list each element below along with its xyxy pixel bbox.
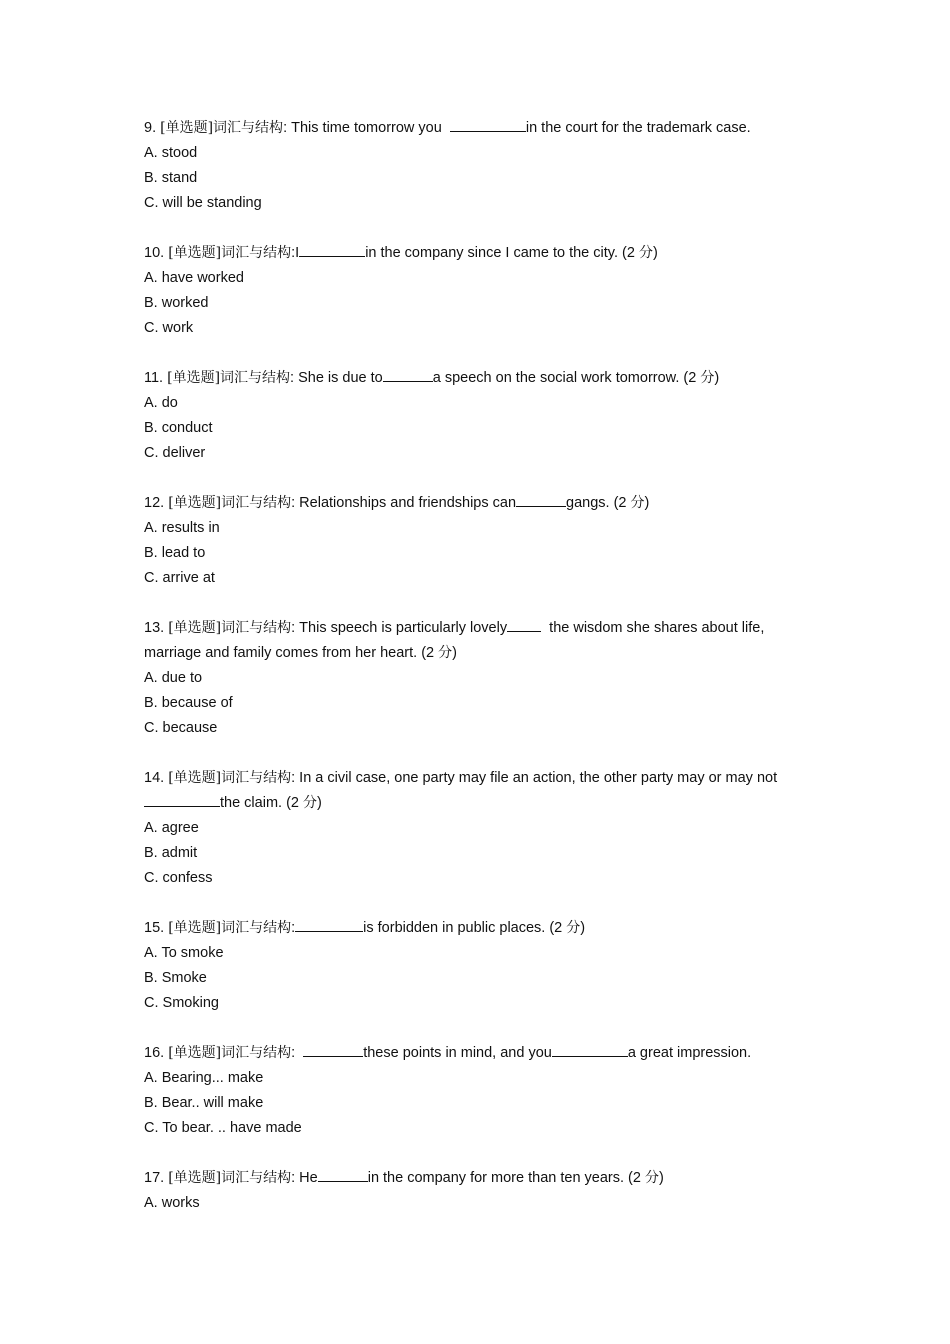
answer-option[interactable]: C. To bear. .. have made: [144, 1120, 302, 1136]
question-text: :: [291, 920, 296, 936]
question-text: : He: [291, 1170, 318, 1186]
question-item: [144, 916, 824, 1016]
points-unit: 分: [644, 1170, 659, 1186]
question-number: 14.: [144, 770, 169, 786]
question-text: ): [580, 920, 586, 936]
exam-question-list: [144, 116, 824, 1241]
question-text: these points in mind, and you: [363, 1045, 552, 1061]
question-text: : This speech is particularly lovely: [291, 620, 508, 636]
question-text: : This time tomorrow you: [283, 120, 450, 136]
question-item: [144, 241, 824, 341]
answer-option[interactable]: B. admit: [144, 845, 198, 861]
question-stem: [144, 491, 824, 516]
answer-option[interactable]: B. Bear.. will make: [144, 1095, 264, 1111]
answer-blank: [516, 491, 566, 507]
question-number: 12.: [144, 495, 169, 511]
points-unit: 分: [638, 245, 653, 261]
answer-option[interactable]: C. will be standing: [144, 195, 262, 211]
question-text: is forbidden in public places. (2: [363, 920, 567, 936]
question-item: [144, 616, 824, 741]
answer-blank: [507, 616, 541, 632]
question-text: ): [714, 370, 720, 386]
question-stem: [144, 766, 824, 816]
points-unit: 分: [438, 645, 453, 661]
question-text: :: [291, 1045, 304, 1061]
answer-blank: [299, 241, 365, 257]
question-text: ): [644, 495, 650, 511]
question-item: [144, 1041, 824, 1141]
question-stem: [144, 366, 824, 391]
question-text: ): [452, 645, 457, 661]
answer-option[interactable]: A. have worked: [144, 270, 244, 286]
question-text: : She is due to: [290, 370, 383, 386]
question-number: 16.: [144, 1045, 169, 1061]
question-type-tag: [单选题]词汇与结构: [168, 495, 292, 511]
answer-option[interactable]: B. conduct: [144, 420, 213, 436]
question-number: 15.: [144, 920, 169, 936]
question-type-tag: [单选题]词汇与结构: [168, 1170, 292, 1186]
points-unit: 分: [700, 370, 715, 386]
points-unit: 分: [566, 920, 581, 936]
answer-option[interactable]: C. work: [144, 320, 194, 336]
answer-option[interactable]: A. do: [144, 395, 178, 411]
answer-option[interactable]: A. To smoke: [144, 945, 224, 961]
answer-blank: [295, 916, 363, 932]
question-stem: [144, 1041, 824, 1066]
answer-option[interactable]: A. results in: [144, 520, 220, 536]
question-text: in the company since I came to the city. (2: [365, 245, 639, 261]
question-stem: [144, 616, 824, 666]
question-item: [144, 491, 824, 591]
answer-option[interactable]: A. Bearing... make: [144, 1070, 264, 1086]
question-number: 11.: [144, 370, 168, 386]
question-type-tag: [单选题]词汇与结构: [168, 620, 292, 636]
answer-blank: [552, 1041, 628, 1057]
question-text: gangs. (2: [566, 495, 631, 511]
question-text: a speech on the social work tomorrow. (2: [432, 370, 701, 386]
question-stem: [144, 116, 824, 141]
points-unit: 分: [303, 795, 317, 811]
question-number: 10.: [144, 245, 169, 261]
question-type-tag: [单选题]词汇与结构: [160, 120, 284, 136]
question-type-tag: [单选题]词汇与结构: [168, 1045, 292, 1061]
question-stem: [144, 916, 824, 941]
answer-option[interactable]: C. Smoking: [144, 995, 219, 1011]
question-text: : Relationships and friendships can: [291, 495, 517, 511]
question-text: in the court for the trademark case.: [525, 120, 751, 136]
question-text: ): [317, 795, 322, 811]
answer-blank: [318, 1166, 368, 1182]
question-text: ): [658, 1170, 664, 1186]
answer-option[interactable]: B. stand: [144, 170, 198, 186]
answer-option[interactable]: A. stood: [144, 145, 198, 161]
answer-blank: [144, 791, 220, 807]
question-text: the claim. (2: [220, 795, 303, 811]
question-item: [144, 366, 824, 466]
answer-option[interactable]: B. lead to: [144, 545, 206, 561]
question-number: 13.: [144, 620, 169, 636]
answer-option[interactable]: B. worked: [144, 295, 209, 311]
question-type-tag: [单选题]词汇与结构: [168, 245, 292, 261]
question-stem: [144, 241, 824, 266]
answer-option[interactable]: A. works: [144, 1195, 200, 1211]
question-type-tag: [单选题]词汇与结构: [168, 770, 292, 786]
question-item: [144, 1166, 824, 1216]
question-text: :I: [291, 245, 300, 261]
question-type-tag: [单选题]词汇与结构: [168, 920, 292, 936]
question-item: [144, 766, 824, 891]
question-text: in the company for more than ten years. (2: [367, 1170, 645, 1186]
answer-option[interactable]: A. due to: [144, 670, 203, 686]
question-text: the wisdom she shares about life, marriage and family comes from her heart. (2: [144, 620, 769, 661]
question-type-tag: [单选题]词汇与结构: [167, 370, 291, 386]
question-number: 9.: [144, 120, 161, 136]
points-unit: 分: [630, 495, 645, 511]
answer-option[interactable]: C. deliver: [144, 445, 206, 461]
question-number: 17.: [144, 1170, 169, 1186]
answer-option[interactable]: C. confess: [144, 870, 213, 886]
answer-option[interactable]: C. because: [144, 720, 218, 736]
answer-option[interactable]: C. arrive at: [144, 570, 215, 586]
answer-option[interactable]: B. Smoke: [144, 970, 207, 986]
answer-blank: [450, 116, 526, 132]
question-text: a great impression.: [627, 1045, 752, 1061]
question-stem: [144, 1166, 824, 1191]
answer-option[interactable]: B. because of: [144, 695, 233, 711]
answer-blank: [303, 1041, 363, 1057]
answer-blank: [383, 366, 433, 382]
question-text: ): [652, 245, 658, 261]
question-text: : In a civil case, one party may file an action, the other party may or may not: [291, 770, 778, 786]
answer-option[interactable]: A. agree: [144, 820, 199, 836]
question-item: [144, 116, 824, 216]
